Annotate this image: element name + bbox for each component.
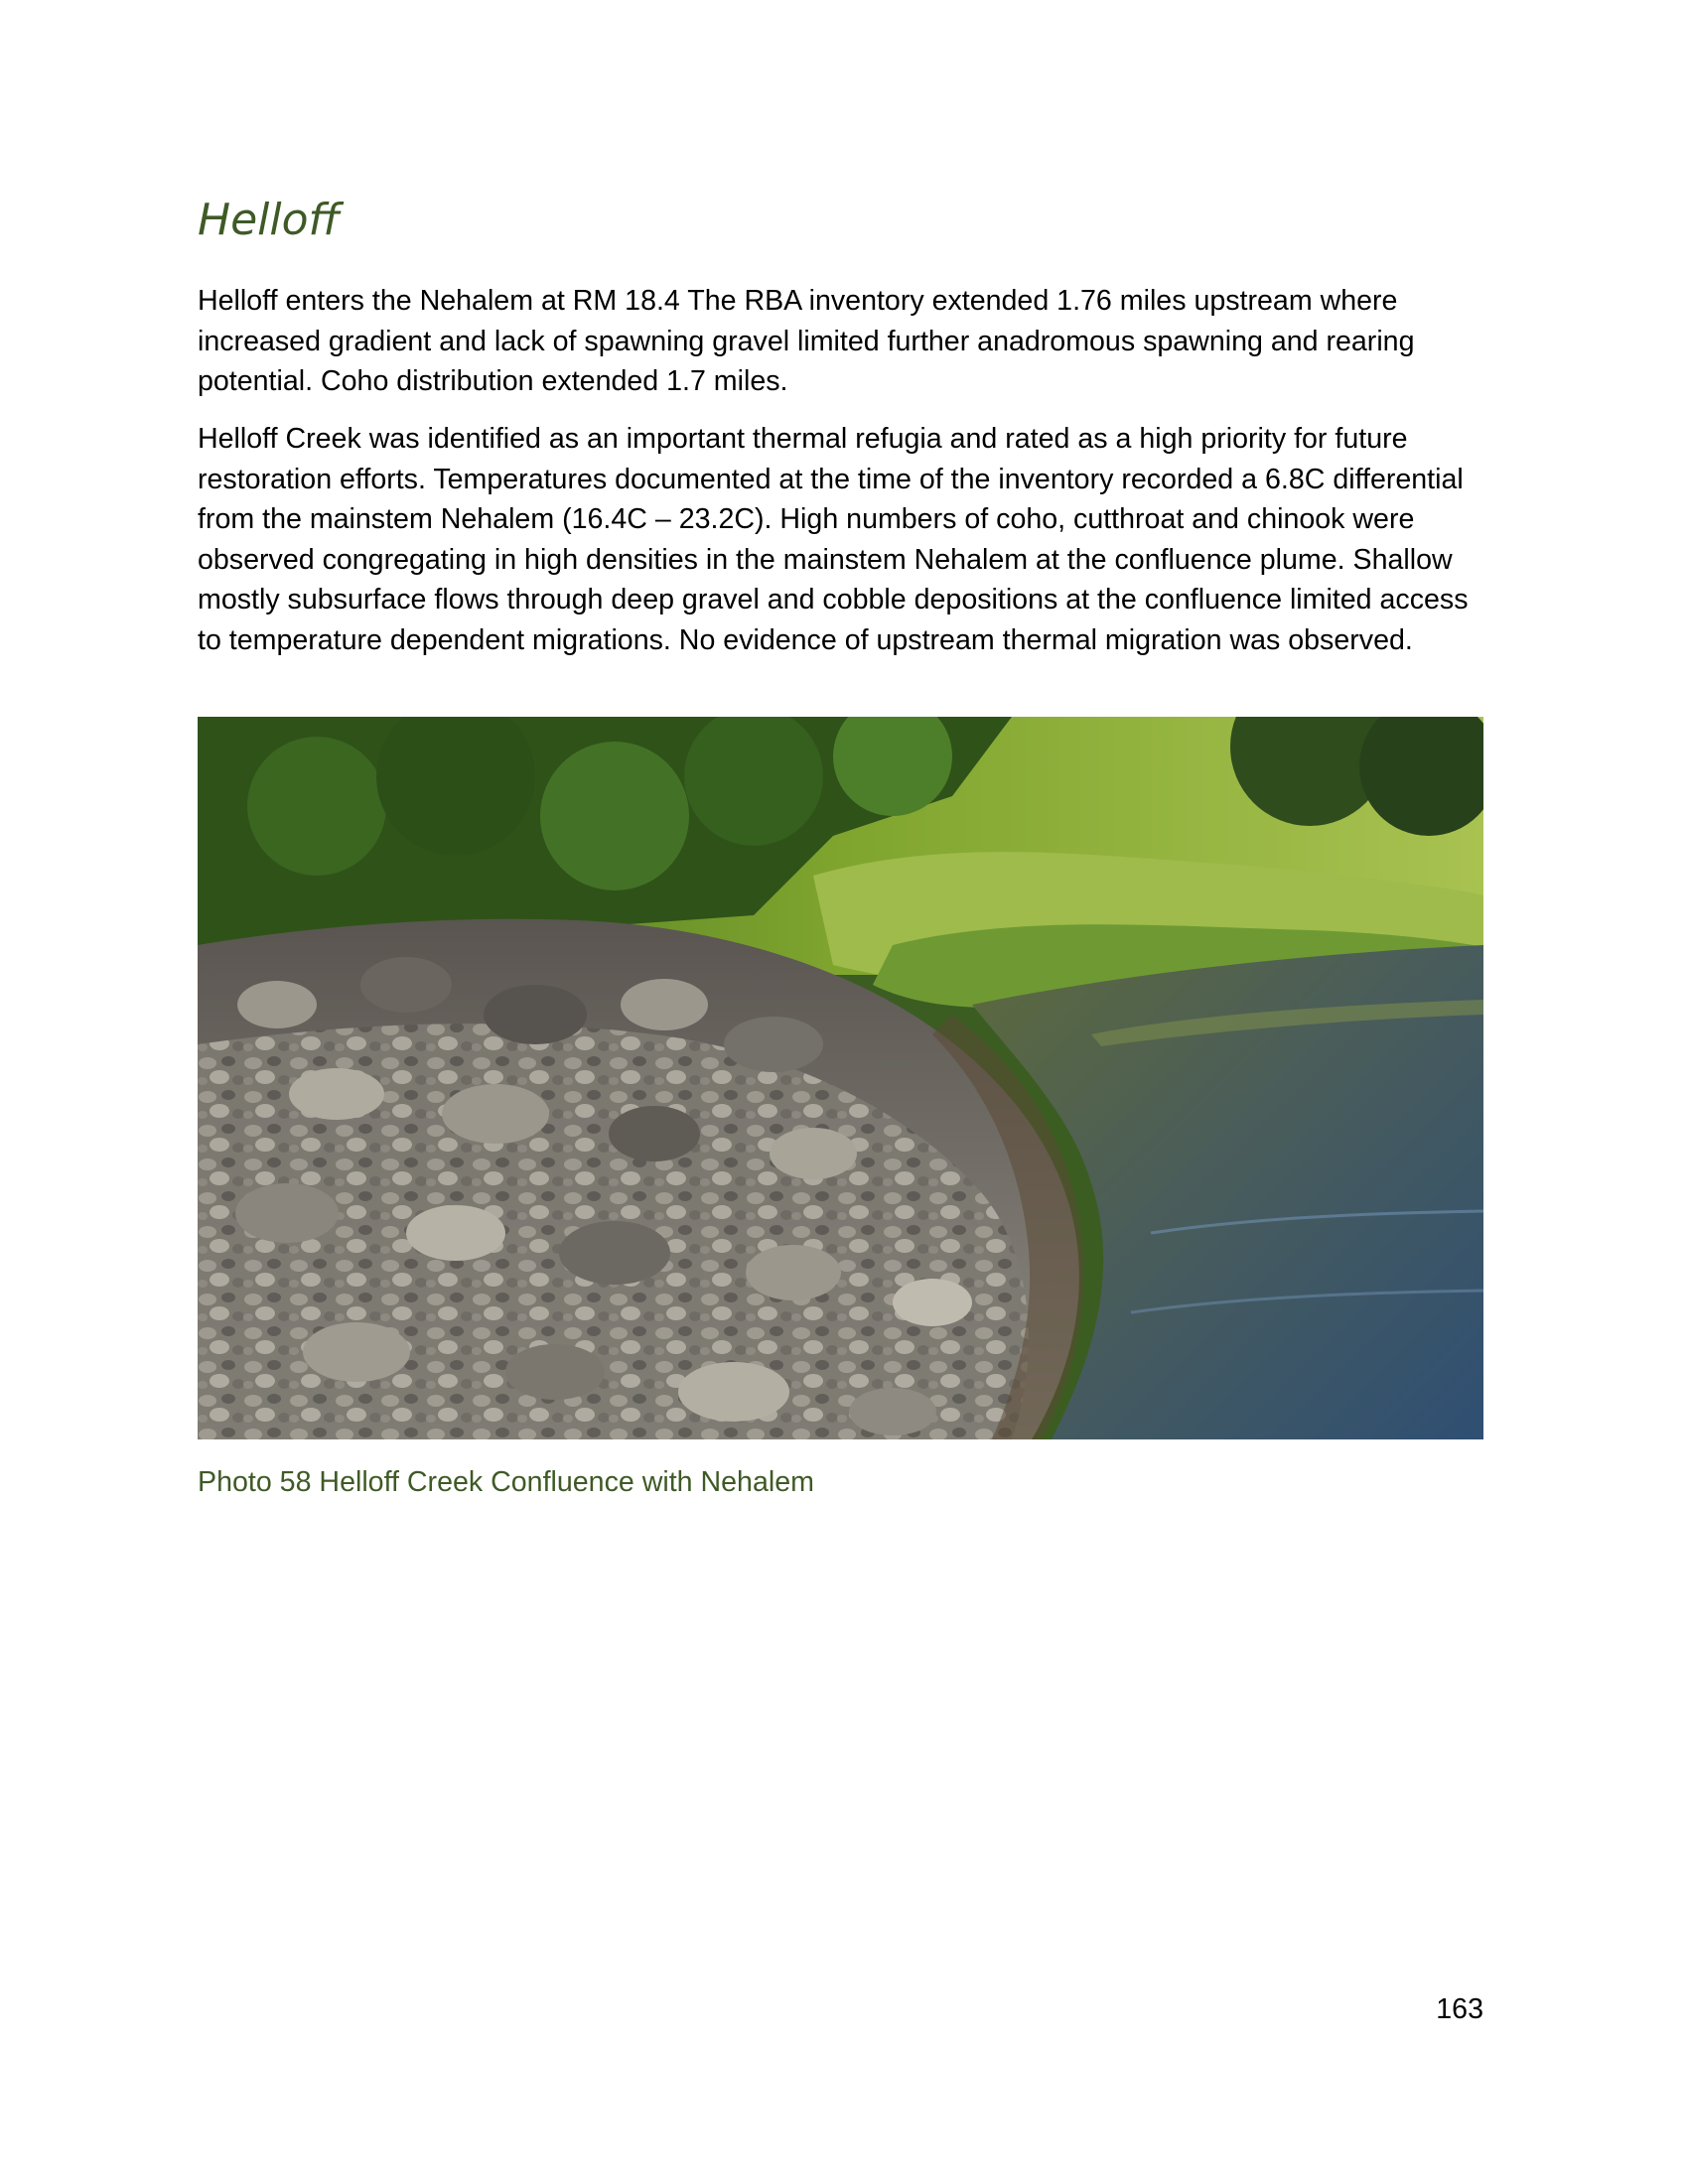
- paragraph-intro: Helloff enters the Nehalem at RM 18.4 The RBA inventory extended 1.76 miles upstream where increased gradient and lack of spawning gravel limited further anadromous spawning and rearing potential. Coho distribution extended 1.7 miles.: [198, 285, 1415, 397]
- section-heading: Helloff: [198, 195, 341, 245]
- paragraph-thermal-refugia: Helloff Creek was identified as an important thermal refugia and rated as a high priority for future restoration efforts. Temperatures documented at the time of the inventory recorded a 6.8C differential from the mainstem Nehalem (16.4C – 23.2C). High numbers of coho, cutthroat and chinook were observed congregating in high densities in the mainstem Nehalem at the confluence plume. Shallow mostly subsurface flows through deep gravel and cobble depositions at the confluence limited access to temperature dependent migrations. No evidence of upstream thermal migration was observed.: [198, 423, 1469, 656]
- page-number: 163: [1436, 1993, 1483, 2025]
- figure-caption: Photo 58 Helloff Creek Confluence with Nehalem: [198, 1466, 814, 1498]
- confluence-photo: [198, 717, 1483, 1439]
